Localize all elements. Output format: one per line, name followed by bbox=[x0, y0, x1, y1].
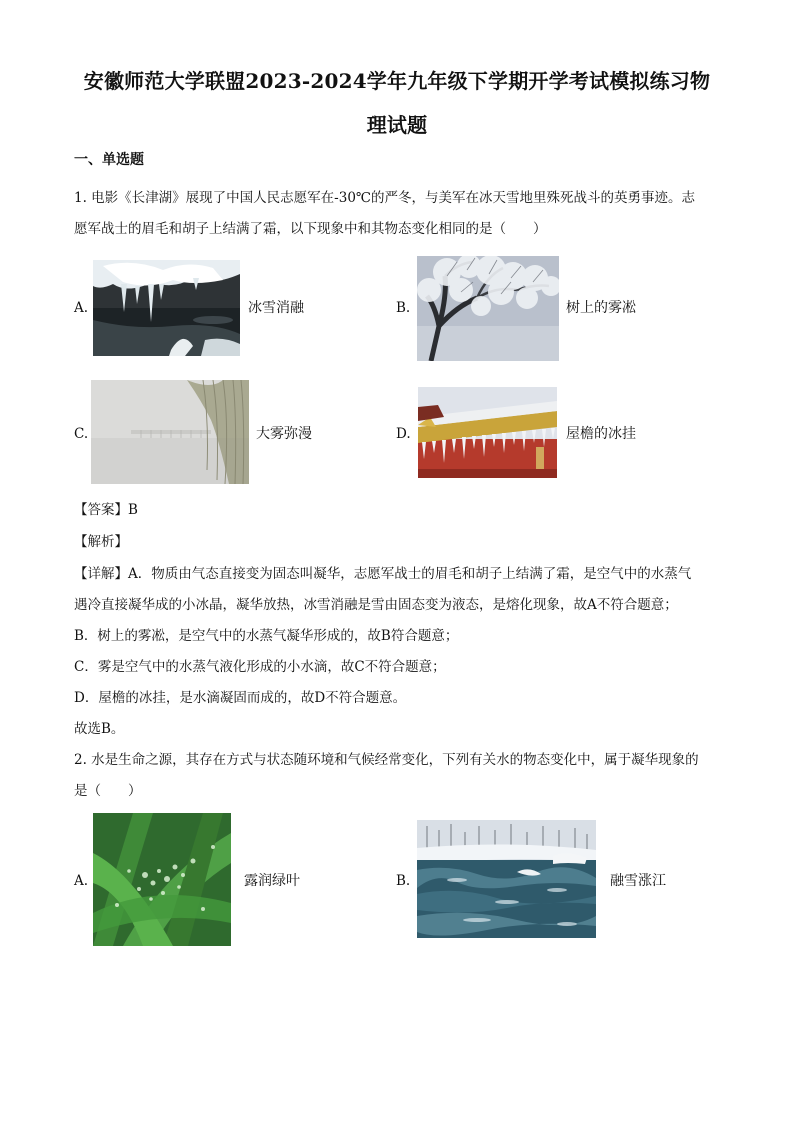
q2-option-a-caption: 露润绿叶 bbox=[244, 873, 300, 889]
option-d-caption: 屋檐的冰挂 bbox=[566, 426, 636, 442]
conclusion: 故选B。 bbox=[74, 721, 125, 737]
option-d-letter[interactable]: D. bbox=[396, 426, 411, 442]
option-c-caption: 大雾弥漫 bbox=[256, 426, 312, 442]
detail-b: B．树上的雾凇，是空气中的水蒸气凝华形成的，故B符合题意； bbox=[74, 628, 459, 644]
page-title: 安徽师范大学联盟2023-2024学年九年级下学期开学考试模拟练习物 bbox=[83, 69, 711, 93]
q2-option-b-letter[interactable]: B. bbox=[396, 873, 411, 889]
question-2-stem-continued: 是（ ） bbox=[74, 783, 142, 799]
option-a-caption: 冰雪消融 bbox=[248, 300, 304, 316]
photo-dew-leaves bbox=[93, 813, 231, 946]
option-a-letter[interactable]: A. bbox=[74, 300, 89, 316]
detail-d: D．屋檐的冰挂，是水滴凝固而成的，故D不符合题意。 bbox=[74, 690, 407, 706]
answer-label: 【答案】B bbox=[74, 502, 138, 518]
detail-c: C．雾是空气中的水蒸气液化形成的小水滴，故C不符合题意； bbox=[74, 659, 446, 675]
question-1-stem-continued: 愿军战士的眉毛和胡子上结满了霜，以下现象中和其物态变化相同的是（ ） bbox=[74, 221, 547, 237]
q2-option-a-letter[interactable]: A. bbox=[74, 873, 89, 889]
question-2-stem: 2. 水是生命之源，其存在方式与状态随环境和气候经常变化，下列有关水的物态变化中，属于凝华现象的 bbox=[74, 752, 699, 768]
photo-eave-icicles bbox=[418, 387, 557, 478]
option-b-letter[interactable]: B. bbox=[396, 300, 411, 316]
photo-snowmelt-river bbox=[417, 820, 596, 938]
detail-a-line2: 遇冷直接凝华成的小冰晶，凝华放热，冰雪消融是雪由固态变为液态，是熔化现象，故A不符合题意； bbox=[74, 597, 678, 613]
section-heading: 一、单选题 bbox=[74, 152, 144, 168]
detail-a-line1: 【详解】A．物质由气态直接变为固态叫凝华，志愿军战士的眉毛和胡子上结满了霜，是空气中的水蒸气 bbox=[74, 566, 692, 582]
q2-option-b-caption: 融雪涨江 bbox=[610, 873, 666, 889]
page-title-continued: 理试题 bbox=[366, 113, 428, 137]
question-1-stem: 1. 电影《长津湖》展现了中国人民志愿军在-30℃的严冬，与美军在冰天雪地里殊死战斗的英勇事迹。志 bbox=[74, 190, 696, 206]
analysis-label: 【解析】 bbox=[74, 534, 128, 550]
option-c-letter[interactable]: C. bbox=[74, 426, 89, 442]
photo-frosted-tree bbox=[417, 256, 559, 361]
photo-heavy-fog bbox=[91, 380, 249, 484]
photo-melting-ice-icicles bbox=[93, 260, 240, 356]
option-b-caption: 树上的雾凇 bbox=[566, 300, 636, 316]
